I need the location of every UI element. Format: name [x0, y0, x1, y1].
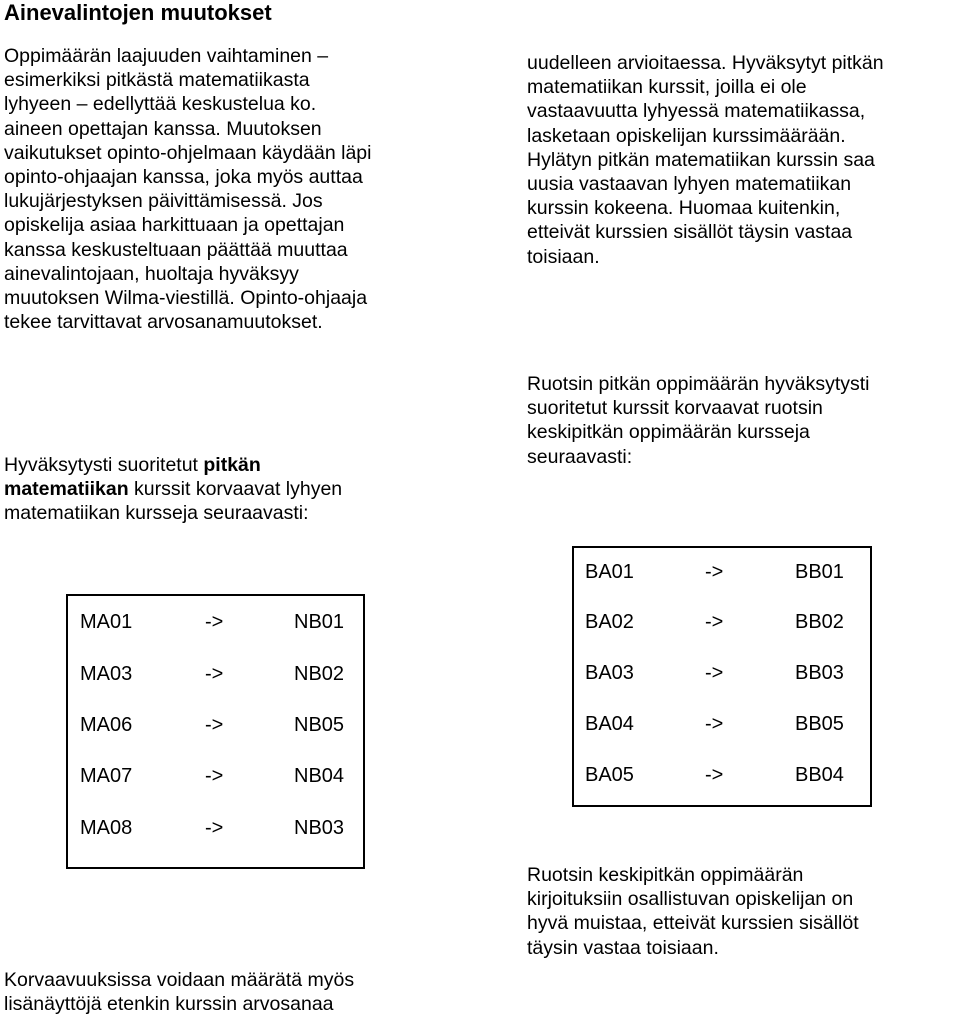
text-line: kirjoituksiin osallistuvan opiskelijan on — [527, 888, 854, 911]
text-line: lukujärjestyksen päivittämisessä. Jos — [4, 190, 323, 213]
arrow-text: -> — [205, 663, 224, 685]
arrow-text: -> — [205, 714, 224, 736]
text-line: uudelleen arvioitaessa. Hyväksytyt pitkän — [527, 52, 884, 74]
course-to: BB02 — [795, 611, 844, 633]
arrow-text: -> — [205, 765, 224, 787]
math-paragraph — [4, 453, 342, 526]
text-line: Oppimäärän laajuuden vaihtaminen – — [4, 45, 329, 67]
arrow-text: -> — [705, 713, 724, 735]
emphasis-text: pitkän — [203, 454, 261, 476]
course-to: NB02 — [294, 663, 345, 685]
text-line: toisiaan. — [527, 245, 600, 268]
text-run: kurssit korvaavat lyhyen — [128, 478, 343, 501]
intro-paragraph — [4, 44, 371, 334]
text-line: kanssa keskusteltuaan päättää muuttaa — [4, 238, 348, 261]
footer-paragraph-left — [4, 968, 354, 1016]
text-line: esimerkiksi pitkästä matematiikasta — [4, 69, 310, 92]
arrow-text: -> — [705, 662, 724, 684]
text-run: Hyväksytysti suoritetut — [4, 454, 204, 476]
text-line: seuraavasti: — [527, 445, 633, 468]
swedish-paragraph — [527, 372, 870, 469]
text-line — [4, 477, 342, 501]
text-line: lyhyeen – edellyttää keskustelua ko. — [4, 93, 317, 116]
course-from: BA04 — [585, 713, 634, 735]
text-line: hyvä muistaa, etteivät kurssien sisällöt — [527, 912, 859, 935]
emphasis-text: matematiikan — [4, 478, 129, 501]
text-line: vastaavuutta lyhyessä matematiikassa, — [527, 100, 866, 123]
text-line: tekee tarvittavat arvosanamuutokset. — [4, 311, 323, 334]
course-from: MA03 — [80, 663, 133, 685]
text-line: täysin vastaa toisiaan. — [527, 936, 719, 959]
text-line: Korvaavuuksissa voidaan määrätä myös — [4, 969, 355, 991]
course-from: MA06 — [80, 714, 133, 736]
course-from: BA03 — [585, 662, 634, 684]
arrow-text: -> — [205, 817, 224, 839]
text-line: lasketaan opiskelijan kurssimäärään. — [527, 124, 846, 147]
arrow-text: -> — [705, 611, 724, 633]
text-line: vaikutukset opinto-ohjelmaan käydään läpi — [4, 141, 372, 164]
page-title: Ainevalintojen muutokset — [4, 0, 272, 25]
text-line: Hylätyn pitkän matematiikan kurssin saa — [527, 148, 875, 171]
text-line: uusia vastaavan lyhyen matematiikan — [527, 173, 852, 196]
course-to: NB01 — [294, 611, 345, 633]
course-from: BA01 — [585, 561, 634, 583]
text-line — [4, 453, 342, 477]
arrow-text: -> — [705, 561, 724, 583]
text-line: ainevalintojaan, huoltaja hyväksyy — [4, 262, 299, 285]
footer-paragraph-right — [527, 863, 859, 960]
course-to: NB05 — [294, 714, 345, 736]
course-to: NB04 — [294, 765, 345, 787]
swedish-equivalence-table — [572, 546, 872, 807]
text-line: etteivät kurssien sisällöt täysin vastaa — [527, 221, 853, 244]
course-to: BB03 — [795, 662, 844, 684]
text-line: opinto-ohjaajan kanssa, joka myös auttaa — [4, 166, 363, 189]
course-to: BB01 — [795, 561, 844, 583]
math-equivalence-table — [66, 594, 365, 869]
text-line: keskipitkän oppimäärän kursseja — [527, 421, 810, 444]
course-to: NB03 — [294, 817, 345, 839]
course-from: BA02 — [585, 611, 634, 633]
course-to: BB05 — [795, 713, 844, 735]
text-line: opiskelija asiaa harkittuaan ja opettajan — [4, 214, 345, 237]
arrow-text: -> — [705, 764, 724, 786]
course-from: MA08 — [80, 817, 133, 839]
text-line: muutoksen Wilma-viestillä. Opinto-ohjaaja — [4, 287, 368, 310]
text-line: matematiikan kurssit, joilla ei ole — [527, 76, 807, 99]
text-line: lisänäyttöjä etenkin kurssin arvosanaa — [4, 993, 334, 1016]
text-line: suoritetut kurssit korvaavat ruotsin — [527, 397, 823, 420]
course-from: MA01 — [80, 611, 133, 633]
text-line: Ruotsin pitkän oppimäärän hyväksytysti — [527, 373, 870, 395]
text-line: matematiikan kursseja seuraavasti: — [4, 502, 309, 525]
course-to: BB04 — [795, 764, 844, 786]
course-from: BA05 — [585, 764, 634, 786]
course-from: MA07 — [80, 765, 133, 787]
text-line: aineen opettajan kanssa. Muutoksen — [4, 117, 322, 140]
continuation-paragraph — [527, 51, 884, 269]
text-line: Ruotsin keskipitkän oppimäärän — [527, 864, 804, 886]
arrow-text: -> — [205, 611, 224, 633]
text-line: kurssin kokeena. Huomaa kuitenkin, — [527, 197, 841, 220]
